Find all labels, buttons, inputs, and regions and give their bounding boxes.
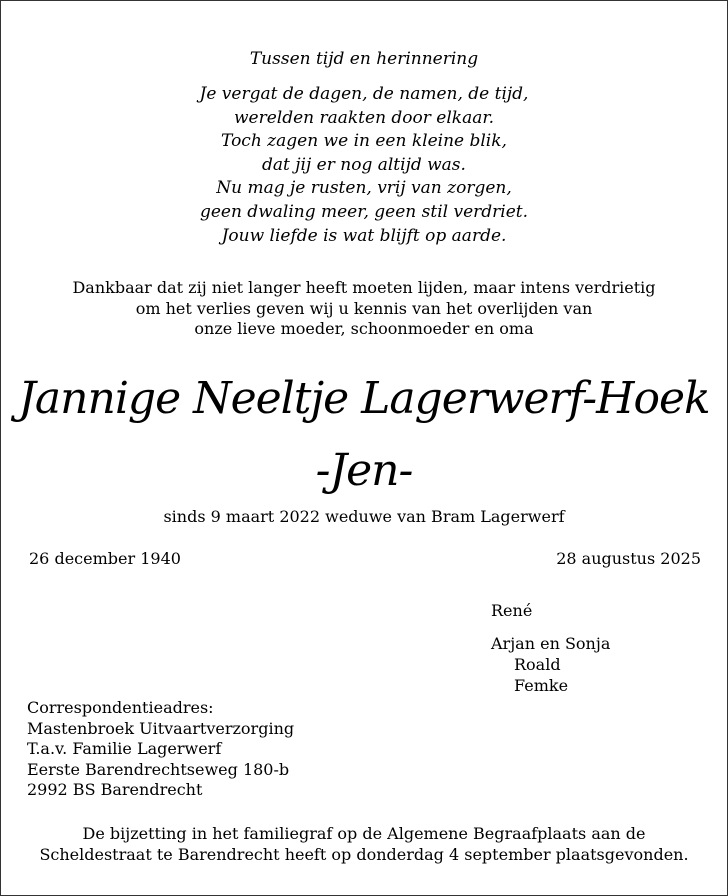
- widow-line: sinds 9 maart 2022 weduwe van Bram Lagerwerf: [163, 507, 565, 526]
- birth-date: 26 december 1940: [29, 549, 181, 568]
- intro-line: om het verlies geven wij u kennis van het overlijden van: [135, 298, 593, 318]
- deceased-nickname: -Jen-: [315, 445, 413, 496]
- deceased-name: Jannige Neeltje Lagerwerf-Hoek: [18, 373, 710, 424]
- announcement-intro: [1, 278, 727, 340]
- poem-lines: [1, 83, 727, 248]
- address-line: Correspondentieadres:: [27, 698, 214, 717]
- intro-line: onze lieve moeder, schoonmoeder en oma: [194, 319, 534, 338]
- address-line: Mastenbroek Uitvaartverzorging: [27, 718, 295, 738]
- intro-line: Dankbaar dat zij niet langer heeft moeten lijden, maar intens verdrietig: [72, 278, 656, 297]
- grandchild: Roald: [514, 655, 561, 674]
- closing-text: [1, 824, 727, 865]
- grandchild: Femke: [514, 676, 569, 695]
- address-line: Eerste Barendrechtseweg 180-b: [27, 759, 290, 779]
- address-line: 2992 BS Barendrecht: [27, 780, 203, 799]
- poem-title: Tussen tijd en herinnering: [249, 49, 479, 69]
- closing-line: Scheldestraat te Barendrecht heeft op donderdag 4 september plaatsgevonden.: [39, 844, 689, 864]
- poem-line: geen dwaling meer, geen stil verdriet.: [199, 201, 529, 222]
- poem-line: dat jij er nog altijd was.: [262, 154, 466, 175]
- family-member: Arjan en Sonja: [491, 634, 611, 653]
- correspondence-address: [27, 698, 294, 801]
- address-line: T.a.v. Familie Lagerwerf: [27, 739, 222, 758]
- family-member: René: [491, 601, 533, 620]
- poem-line: werelden raakten door elkaar.: [233, 107, 495, 128]
- poem-line: Nu mag je rusten, vrij van zorgen,: [216, 178, 512, 199]
- closing-line: De bijzetting in het familiegraf op de Algemene Begraafplaats aan de: [82, 824, 646, 843]
- death-date: 28 augustus 2025: [556, 549, 701, 568]
- poem-line: Je vergat de dagen, de namen, de tijd,: [199, 84, 529, 104]
- poem-line: Jouw liefde is wat blijft op aarde.: [221, 225, 507, 246]
- poem-line: Toch zagen we in een kleine blik,: [221, 131, 507, 152]
